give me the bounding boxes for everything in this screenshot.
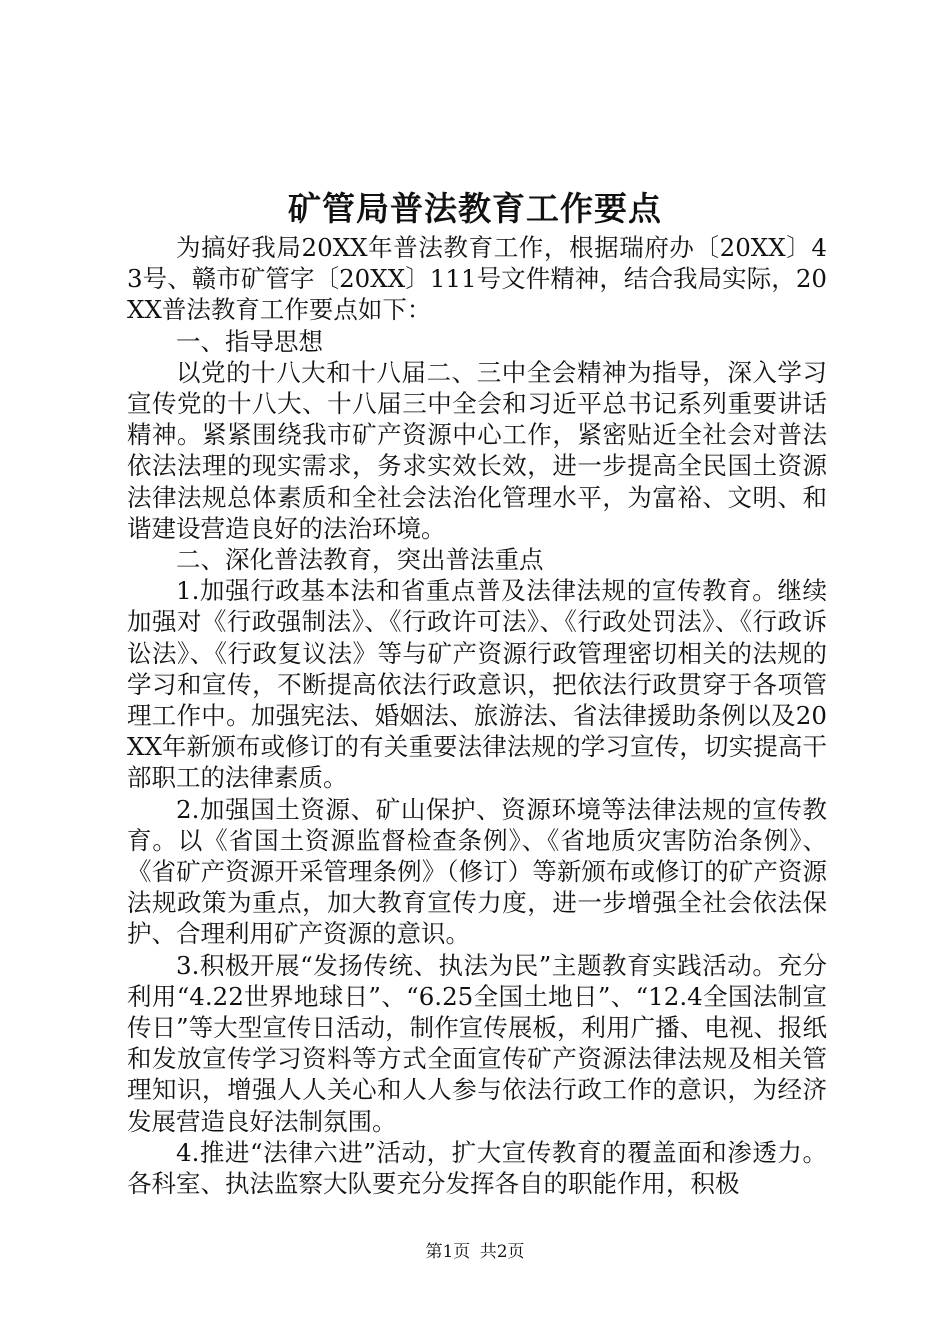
section-heading-guiding-thought: 一、指导思想 bbox=[176, 326, 323, 356]
guiding-thought-paragraph: 以党的十八大和十八届二、三中全会精神为指导，深入学习宣传党的十八大、十八届三中全会和习近平总书记系列重要讲话精神。紧紧围绕我市矿产资源中心工作，紧密贴近全社会对普法依法法理的现实需求，务求实效长效，进一步提高全民国土资源法律法规总体素质和全社会法治化管理水平，为富裕、文明、和谐建设营造良好的法治环境。 bbox=[127, 357, 827, 543]
item-2-paragraph: 2.加强国土资源、矿山保护、资源环境等法律法规的宣传教育。以《省国土资源监督检查条例》、《省地质灾害防治条例》、《省矿产资源开采管理条例》（修订）等新颁布或修订的矿产资源法规政策为重点，加大教育宣传力度，进一步增强全社会依法保护、合理利用矿产资源的意识。 bbox=[127, 794, 827, 949]
page-footer bbox=[0, 1240, 950, 1264]
intro-paragraph: 为搞好我局20XX年普法教育工作，根据瑞府办〔20XX〕43号、赣市矿管字〔20XX〕111号文件精神，结合我局实际，20XX普法教育工作要点如下： bbox=[127, 233, 827, 325]
item-3-paragraph: 3.积极开展“发扬传统、执法为民”主题教育实践活动。充分利用“4.22世界地球日”、“6.25全国土地日”、“12.4全国法制宣传日”等大型宣传日活动，制作宣传展板，利用广播、电视、报纸和发放宣传学习资料等方式全面宣传矿产资源法律法规及相关管理知识，增强人人关心和人人参与依法行政工作的意识，为经济发展营造良好法制氛围。 bbox=[127, 950, 827, 1136]
section-heading-deepen-education: 二、深化普法教育，突出普法重点 bbox=[176, 545, 544, 575]
page-total: 共2页 bbox=[479, 1242, 525, 1262]
document-body bbox=[127, 232, 827, 1199]
document-title: 矿管局普法教育工作要点 bbox=[288, 189, 662, 228]
item-4-paragraph: 4.推进“法律六进”活动，扩大宣传教育的覆盖面和渗透力。各科室、执法监察大队要充分发挥各自的职能作用，积极 bbox=[127, 1137, 827, 1199]
page-number: 第1页 bbox=[425, 1242, 471, 1262]
item-1-paragraph: 1.加强行政基本法和省重点普及法律法规的宣传教育。继续加强对《行政强制法》、《行政许可法》、《行政处罚法》、《行政诉讼法》、《行政复议法》等与矿产资源行政管理密切相关的法规的学习和宣传，不断提高依法行政意识，把依法行政贯穿于各项管理工作中。加强宪法、婚姻法、旅游法、省法律援助条例以及20XX年新颁布或修订的有关重要法律法规的学习宣传，切实提高干部职工的法律素质。 bbox=[127, 576, 827, 793]
